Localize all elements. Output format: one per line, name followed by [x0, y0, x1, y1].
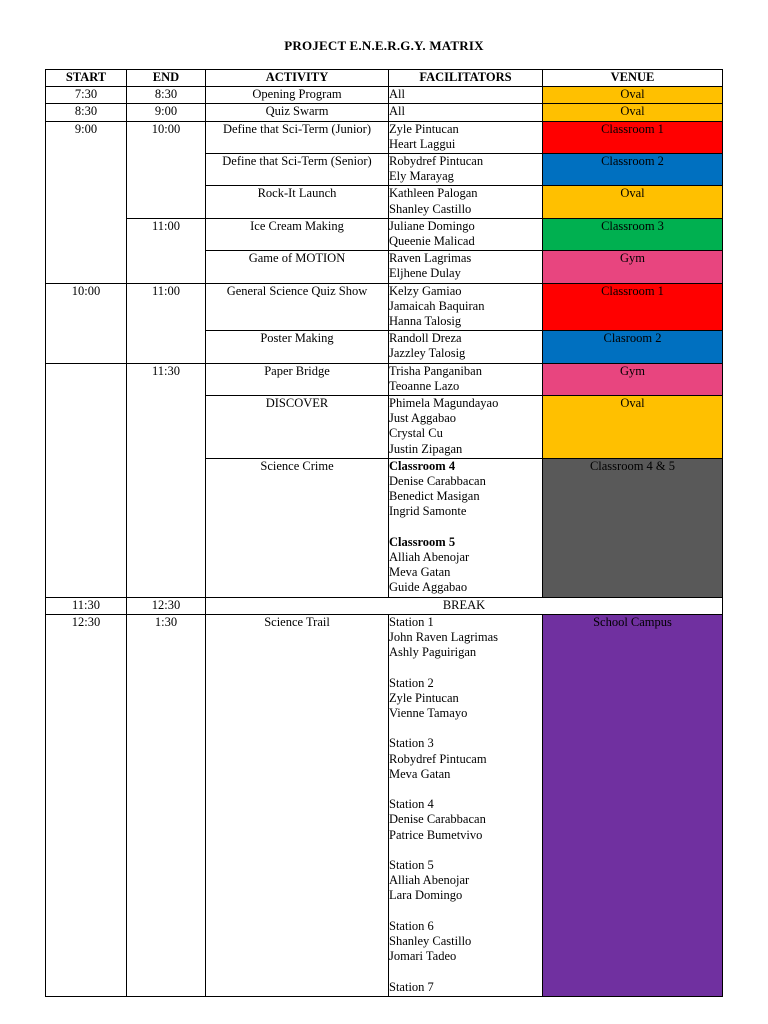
start-time: 10:00	[46, 283, 127, 363]
venue-cell: Clasroom 2	[543, 331, 723, 363]
header-venue: VENUE	[543, 70, 723, 87]
station-name: Station 3	[389, 736, 434, 751]
facilitator: Justin Zipagan	[389, 441, 463, 456]
facilitator: Guide Aggabao	[389, 580, 468, 595]
venue-cell: Oval	[543, 186, 723, 218]
header-start: START	[46, 70, 127, 87]
station-name: Station 4	[389, 797, 434, 812]
table-row	[46, 104, 723, 121]
start-time: 12:30	[46, 614, 127, 996]
header-activity: ACTIVITY	[206, 70, 389, 87]
activity-name: Game of MOTION	[206, 251, 389, 283]
table-row	[46, 121, 723, 153]
spacer	[389, 843, 542, 858]
venue-cell: Oval	[543, 104, 723, 121]
spacer	[389, 782, 542, 797]
facilitator: Alliah Abenojar	[389, 550, 470, 565]
venue-cell: Gym	[543, 363, 723, 395]
start-time: 7:30	[46, 87, 127, 104]
facilitators-cell	[389, 396, 543, 459]
spacer	[389, 904, 542, 919]
facilitator: Zyle Pintucan	[389, 121, 459, 136]
venue-cell: Classroom 1	[543, 121, 723, 153]
table-row	[46, 218, 723, 250]
facilitator: Kelzy Gamiao	[389, 283, 462, 298]
facilitator: John Raven Lagrimas	[389, 630, 499, 645]
activity-name: Ice Cream Making	[206, 218, 389, 250]
spacer	[389, 520, 542, 535]
end-time: 11:00	[127, 283, 206, 363]
spacer	[389, 721, 542, 736]
facilitator: Just Aggabao	[389, 411, 457, 426]
venue-cell: Classroom 3	[543, 218, 723, 250]
group-heading: Classroom 4	[389, 458, 456, 473]
facilitator: Jomari Tadeo	[389, 949, 457, 964]
facilitator: Lara Domingo	[389, 888, 463, 903]
facilitator: Eljhene Dulay	[389, 266, 461, 281]
spacer	[389, 964, 542, 979]
facilitator: All	[389, 87, 405, 102]
facilitator: Robydref Pintucam	[389, 751, 487, 766]
facilitators-cell	[389, 218, 543, 250]
facilitator: Shanley Castillo	[389, 934, 472, 949]
table-row	[46, 283, 723, 331]
facilitator: Ely Marayag	[389, 169, 454, 184]
activity-name: Poster Making	[206, 331, 389, 363]
facilitators-cell	[389, 251, 543, 283]
venue-cell: Classroom 1	[543, 283, 723, 331]
facilitator: Heart Laggui	[389, 136, 456, 151]
facilitator: Ashly Paguirigan	[389, 645, 477, 660]
activity-name: Opening Program	[206, 87, 389, 104]
facilitators-cell	[389, 283, 543, 331]
facilitator: Denise Carabbacan	[389, 812, 486, 827]
facilitator: All	[389, 104, 405, 119]
venue-cell: School Campus	[543, 614, 723, 996]
table-row	[46, 614, 723, 996]
facilitator: Jazzley Talosig	[389, 346, 466, 361]
break-label: BREAK	[206, 597, 723, 614]
facilitator: Kathleen Palogan	[389, 186, 478, 201]
facilitator: Teoanne Lazo	[389, 378, 460, 393]
facilitator: Jamaicah Baquiran	[389, 298, 485, 313]
facilitator: Ingrid Samonte	[389, 504, 467, 519]
facilitator: Phimela Magundayao	[389, 396, 499, 411]
start-time: 9:00	[46, 121, 127, 283]
page-title: PROJECT E.N.E.R.G.Y. MATRIX	[284, 38, 484, 53]
end-time: 11:00	[127, 218, 206, 283]
facilitators-cell	[389, 331, 543, 363]
venue-cell: Classroom 2	[543, 154, 723, 186]
activity-name: Define that Sci-Term (Junior)	[206, 121, 389, 153]
end-time: 11:30	[127, 363, 206, 597]
station-name: Station 1	[389, 614, 434, 629]
activity-name: DISCOVER	[206, 396, 389, 459]
facilitator: Hanna Talosig	[389, 314, 462, 329]
end-time: 12:30	[127, 597, 206, 614]
activity-name: Rock-It Launch	[206, 186, 389, 218]
facilitator: Raven Lagrimas	[389, 251, 472, 266]
end-time: 1:30	[127, 614, 206, 996]
start-time: 11:30	[46, 597, 127, 614]
break-row	[46, 597, 723, 614]
facilitator: Queenie Malicad	[389, 234, 475, 249]
facilitators-cell	[389, 458, 543, 597]
header-end: END	[127, 70, 206, 87]
station-name: Station 7	[389, 979, 434, 994]
facilitator: Denise Carabbacan	[389, 474, 486, 489]
header-row	[46, 70, 723, 87]
venue-cell: Classroom 4 & 5	[543, 458, 723, 597]
facilitator: Juliane Domingo	[389, 218, 475, 233]
activity-name: Define that Sci-Term (Senior)	[206, 154, 389, 186]
facilitators-cell	[389, 104, 543, 121]
end-time: 10:00	[127, 121, 206, 218]
spacer	[389, 661, 542, 676]
activity-name: Paper Bridge	[206, 363, 389, 395]
table-row	[46, 363, 723, 395]
facilitator: Shanley Castillo	[389, 201, 472, 216]
venue-cell: Oval	[543, 87, 723, 104]
facilitator: Zyle Pintucan	[389, 690, 459, 705]
facilitator: Meva Gatan	[389, 565, 451, 580]
station-name: Station 6	[389, 918, 434, 933]
end-time: 9:00	[127, 104, 206, 121]
venue-cell: Gym	[543, 251, 723, 283]
activity-name: Science Crime	[206, 458, 389, 597]
facilitator: Meva Gatan	[389, 766, 451, 781]
start-time-empty	[46, 363, 127, 597]
end-time: 8:30	[127, 87, 206, 104]
facilitator: Randoll Dreza	[389, 331, 462, 346]
facilitators-cell	[389, 186, 543, 218]
activity-name: General Science Quiz Show	[206, 283, 389, 331]
group-heading: Classroom 5	[389, 534, 456, 549]
facilitators-cell	[389, 363, 543, 395]
activity-name: Science Trail	[206, 614, 389, 996]
facilitators-cell	[389, 121, 543, 153]
schedule-table	[45, 69, 723, 997]
start-time: 8:30	[46, 104, 127, 121]
facilitator: Alliah Abenojar	[389, 873, 470, 888]
station-name: Station 2	[389, 675, 434, 690]
venue-cell: Oval	[543, 396, 723, 459]
facilitators-cell	[389, 154, 543, 186]
facilitator: Crystal Cu	[389, 426, 443, 441]
facilitator: Robydref Pintucan	[389, 154, 484, 169]
facilitator: Vienne Tamayo	[389, 706, 468, 721]
activity-name: Quiz Swarm	[206, 104, 389, 121]
facilitators-cell	[389, 614, 543, 996]
station-name: Station 5	[389, 858, 434, 873]
table-row	[46, 87, 723, 104]
facilitator: Patrice Bumetvivo	[389, 827, 483, 842]
header-facilitators: FACILITATORS	[389, 70, 543, 87]
facilitator: Trisha Panganiban	[389, 363, 482, 378]
facilitators-cell	[389, 87, 543, 104]
facilitator: Benedict Masigan	[389, 489, 480, 504]
